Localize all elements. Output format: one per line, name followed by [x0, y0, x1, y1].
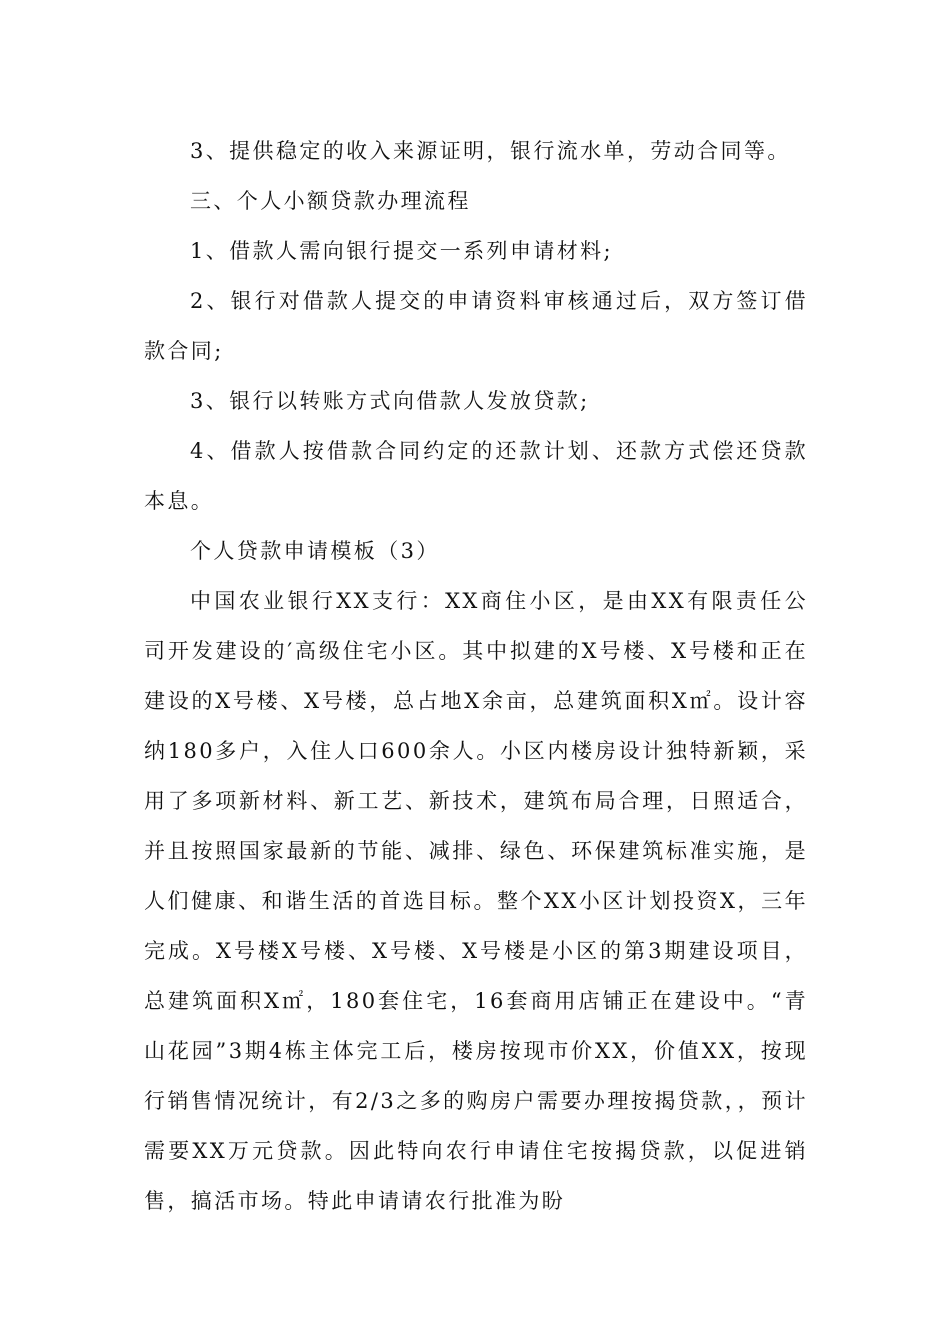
paragraph-step-2: 2、银行对借款人提交的申请资料审核通过后，双方签订借款合同;: [144, 289, 808, 363]
paragraph-application-body: 中国农业银行XX支行：XX商住小区，是由XX有限责任公司开发建设的′高级住宅小区。其中拟建的X号楼、X号楼和正在建设的X号楼、X号楼，总占地X余亩，总建筑面积X㎡。设计容纳180多户，入住人口600余人。小区内楼房设计独特新颖，采用了多项新材料、新工艺、新技术，建筑布局合理，日照适合，并且按照国家最新的节能、减排、绿色、环保建筑标准实施，是人们健康、和谐生活的首选目标。整个XX小区计划投资X，三年完成。X号楼X号楼、X号楼、X号楼是小区的第3期建设项目，总建筑面积X㎡，180套住宅，16套商用店铺正在建设中。“青山花园”3期4栋主体完工后，楼房按现市价XX，价值XX，按现行销售情况统计，有2/3之多的购房户需要办理按揭贷款，，预计需要XX万元贷款。因此特向农行申请住宅按揭贷款，以促进销售，搞活市场。特此申请请农行批准为盼: [144, 589, 808, 1213]
paragraph-step-4: 4、借款人按借款合同约定的还款计划、还款方式偿还贷款本息。: [144, 439, 808, 513]
paragraph-step-3: 3、银行以转账方式向借款人发放贷款;: [190, 389, 590, 413]
paragraph-step-1: 1、借款人需向银行提交一系列申请材料;: [190, 239, 614, 263]
template-heading: 个人贷款申请模板（3）: [190, 539, 440, 563]
section-heading-process: 三、个人小额贷款办理流程: [190, 189, 471, 213]
document-body: [144, 126, 808, 1226]
paragraph-income-proof: 3、提供稳定的收入来源证明，银行流水单，劳动合同等。: [190, 139, 791, 163]
